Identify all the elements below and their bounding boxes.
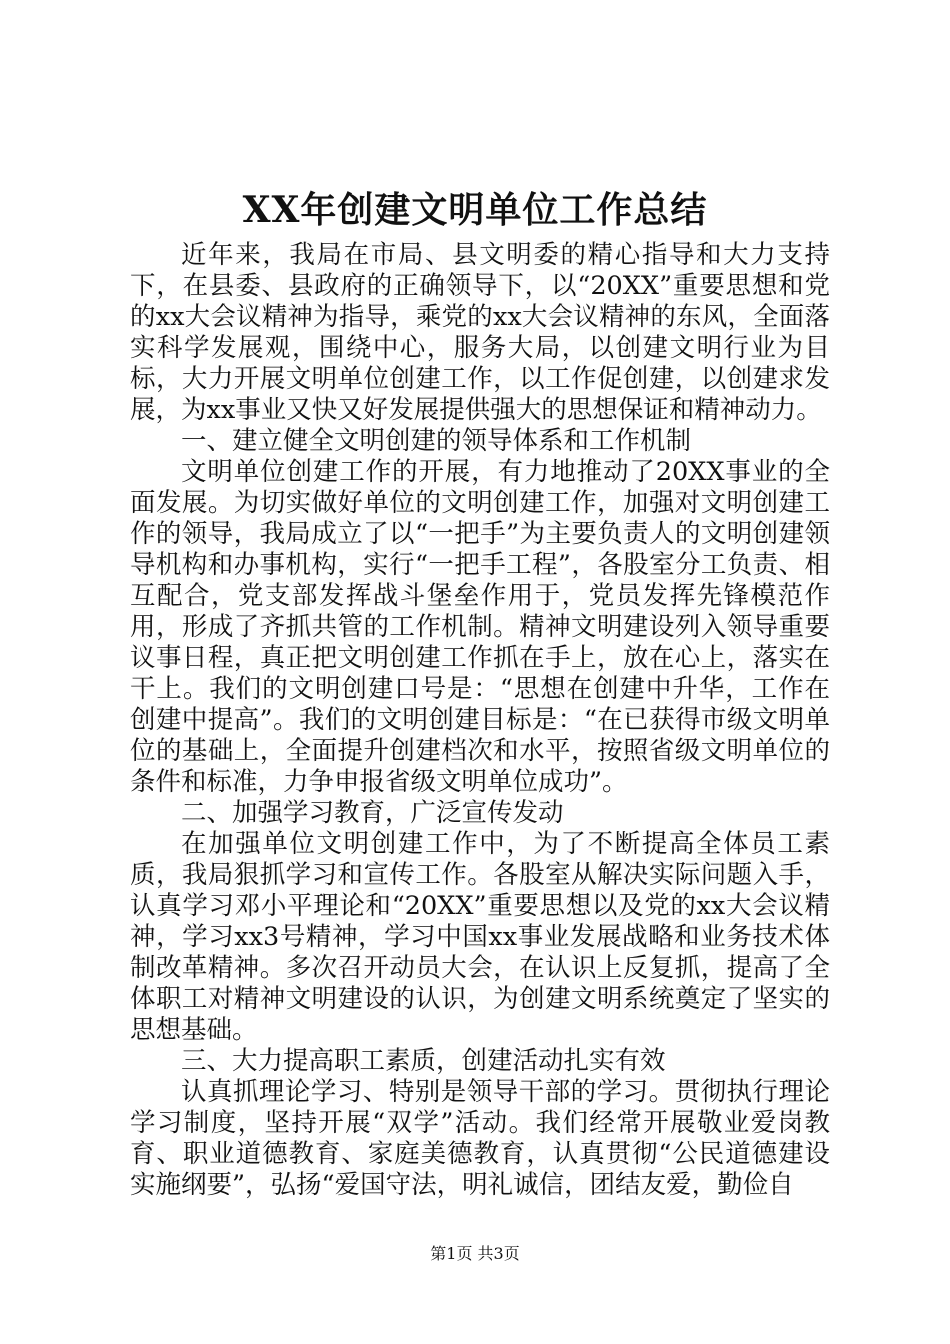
intro-paragraph: 近年来，我局在市局、县文明委的精心指导和大力支持下，在县委、县政府的正确领导下，以“20XX”重要思想和党的xx大会议精神为指导，乘党的xx大会议精神的东风，全面落实科学发展观，围绕中心，服务大局，以创建文明行业为目标，大力开展文明单位创建工作，以工作促创建，以创建求发展，为xx事业又快又好发展提供强大的思想保证和精神动力。 bbox=[130, 240, 830, 425]
section-heading-3: 三、大力提高职工素质，创建活动扎实有效 bbox=[181, 1046, 666, 1076]
document-title: XX年创建文明单位工作总结 bbox=[242, 189, 708, 231]
section-paragraph-3: 认真抓理论学习、特别是领导干部的学习。贯彻执行理论学习制度，坚持开展“双学”活动。我们经常开展敬业爱岗教育、职业道德教育、家庭美德教育，认真贯彻“公民道德建设实施纲要”，弘扬“爱国守法，明礼诚信，团结友爱，勤俭自 bbox=[130, 1077, 830, 1200]
section-heading-1: 一、建立健全文明创建的领导体系和工作机制 bbox=[181, 426, 692, 456]
section-paragraph-2: 在加强单位文明创建工作中，为了不断提高全体员工素质，我局狠抓学习和宣传工作。各股室从解决实际问题入手，认真学习邓小平理论和“20XX”重要思想以及党的xx大会议精神，学习xx3号精神，学习中国xx事业发展战略和业务技术体制改革精神。多次召开动员大会，在认识上反复抓，提高了全体职工对精神文明建设的认识，为创建文明系统奠定了坚实的思想基础。 bbox=[130, 829, 830, 1045]
section-paragraph-1: 文明单位创建工作的开展，有力地推动了20XX事业的全面发展。为切实做好单位的文明创建工作，加强对文明创建工作的领导，我局成立了以“一把手”为主要负责人的文明创建领导机构和办事机构，实行“一把手工程”，各股室分工负责、相互配合，党支部发挥战斗堡垒作用于，党员发挥先锋模范作用，形成了齐抓共管的工作机制。精神文明建设列入领导重要议事日程，真正把文明创建工作抓在手上，放在心上，落实在干上。我们的文明创建口号是：“思想在创建中升华，工作在创建中提高”。我们的文明创建目标是：“在已获得市级文明单位的基础上，全面提升创建档次和水平，按照省级文明单位的条件和标准，力争申报省级文明单位成功”。 bbox=[130, 457, 830, 797]
section-heading-2: 二、加强学习教育，广泛宣传发动 bbox=[181, 798, 564, 828]
page-number-footer: 第1页 共3页 bbox=[430, 1244, 520, 1263]
document-body bbox=[130, 240, 830, 1201]
